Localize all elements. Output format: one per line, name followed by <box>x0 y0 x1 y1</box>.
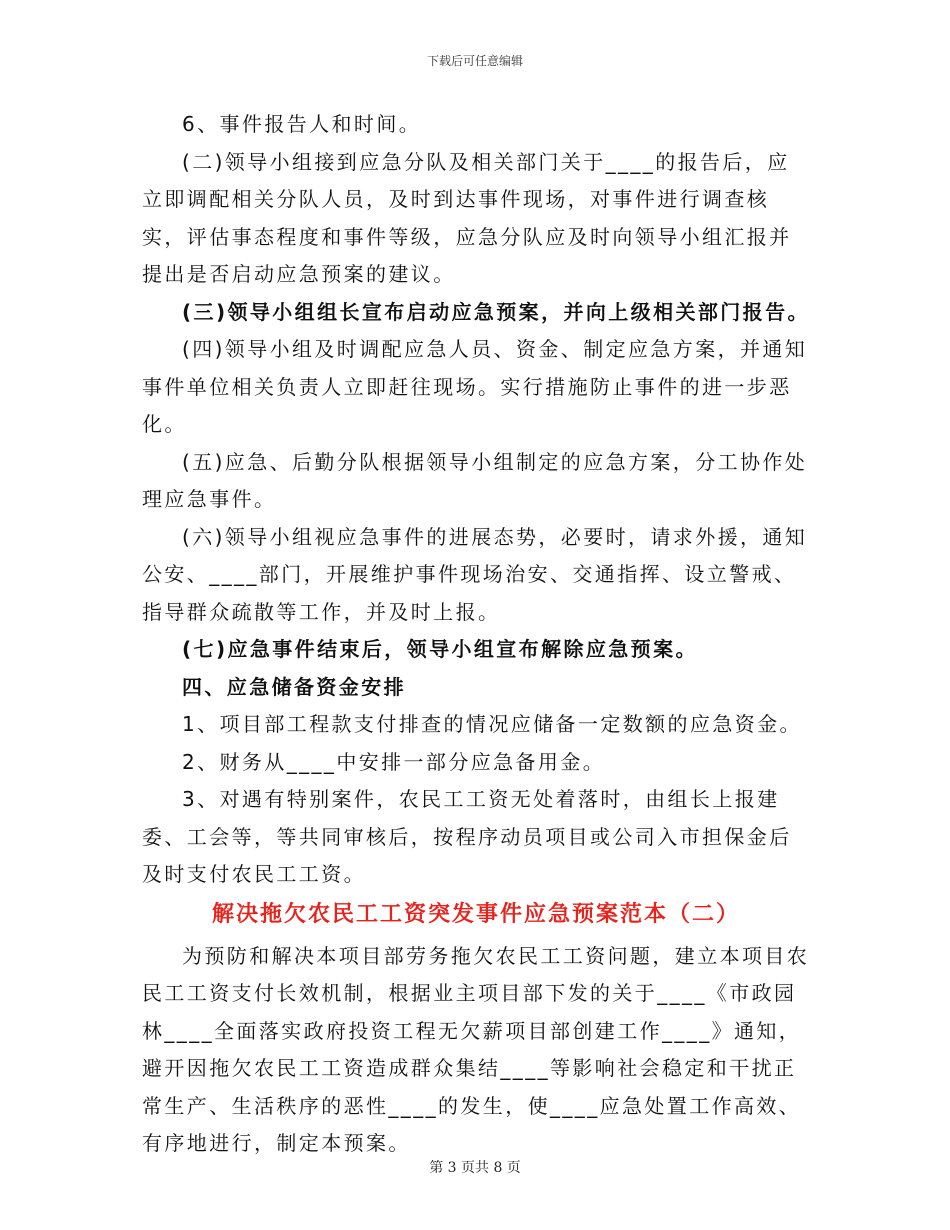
section-title: 解决拖欠农民工工资突发事件应急预案范本（二） <box>211 901 740 927</box>
paragraph-step-2: (二)领导小组接到应急分队及相关部门关于____的报告后，应立即调配相关分队人员，及时到达事件现场，对事件进行调查核实，评估事态程度和事件等级，应急分队应及时向领导小组汇报并提出是否启动应急预案的建议。 <box>142 149 792 286</box>
paragraph-step-6: (六)领导小组视应急事件的进展态势，必要时，请求外援，通知公安、____部门，开展维护事件现场治安、交通指挥、设立警戒、指导群众疏散等工作，并及时上报。 <box>142 524 808 624</box>
paragraph-intro: 为预防和解决本项目部劳务拖欠农民工工资问题，建立本项目农民工工资支付长效机制，根据业主项目部下发的关于____《市政园林____全面落实政府投资工程无欠薪项目部创建工作____》通知，避开因拖欠农民工工资造成群众集结____等影响社会稳定和干扰正常生产、生活秩序的恶性____的发生，使____应急处置工作高效、有序地进行，制定本预案。 <box>142 943 810 1155</box>
paragraph-fund-3: 3、对遇有特别案件，农民工工资无处着落时，由组长上报建委、工会等，等共同审核后，按程序动员项目或公司入市担保金后及时支付农民工工资。 <box>142 787 792 886</box>
paragraph-fund-2: 2、财务从____中安排一部分应急备用金。 <box>182 749 606 774</box>
paragraph-fund-1: 1、项目部工程款支付排查的情况应储备一定数额的应急资金。 <box>182 712 802 736</box>
page-header: 下载后可任意编辑 <box>426 54 523 68</box>
section-heading-4: 四、应急储备资金安排 <box>182 674 406 699</box>
page-footer: 第 3 页共 8 页 <box>429 1160 521 1176</box>
paragraph-item-6: 6、事件报告人和时间。 <box>182 112 422 136</box>
paragraph-step-4: (四)领导小组及时调配应急人员、资金、制定应急方案，并通知事件单位相关负责人立即赶往现场。实行措施防止事件的进一步恶化。 <box>142 337 808 436</box>
paragraph-step-3: (三)领导小组组长宣布启动应急预案，并向上级相关部门报告。 <box>182 299 810 324</box>
document-body <box>142 106 810 1163</box>
paragraph-step-5: (五)应急、后勤分队根据领导小组制定的应急方案，分工协作处理应急事件。 <box>142 449 808 511</box>
paragraph-step-7: (七)应急事件结束后，领导小组宣布解除应急预案。 <box>182 637 698 661</box>
